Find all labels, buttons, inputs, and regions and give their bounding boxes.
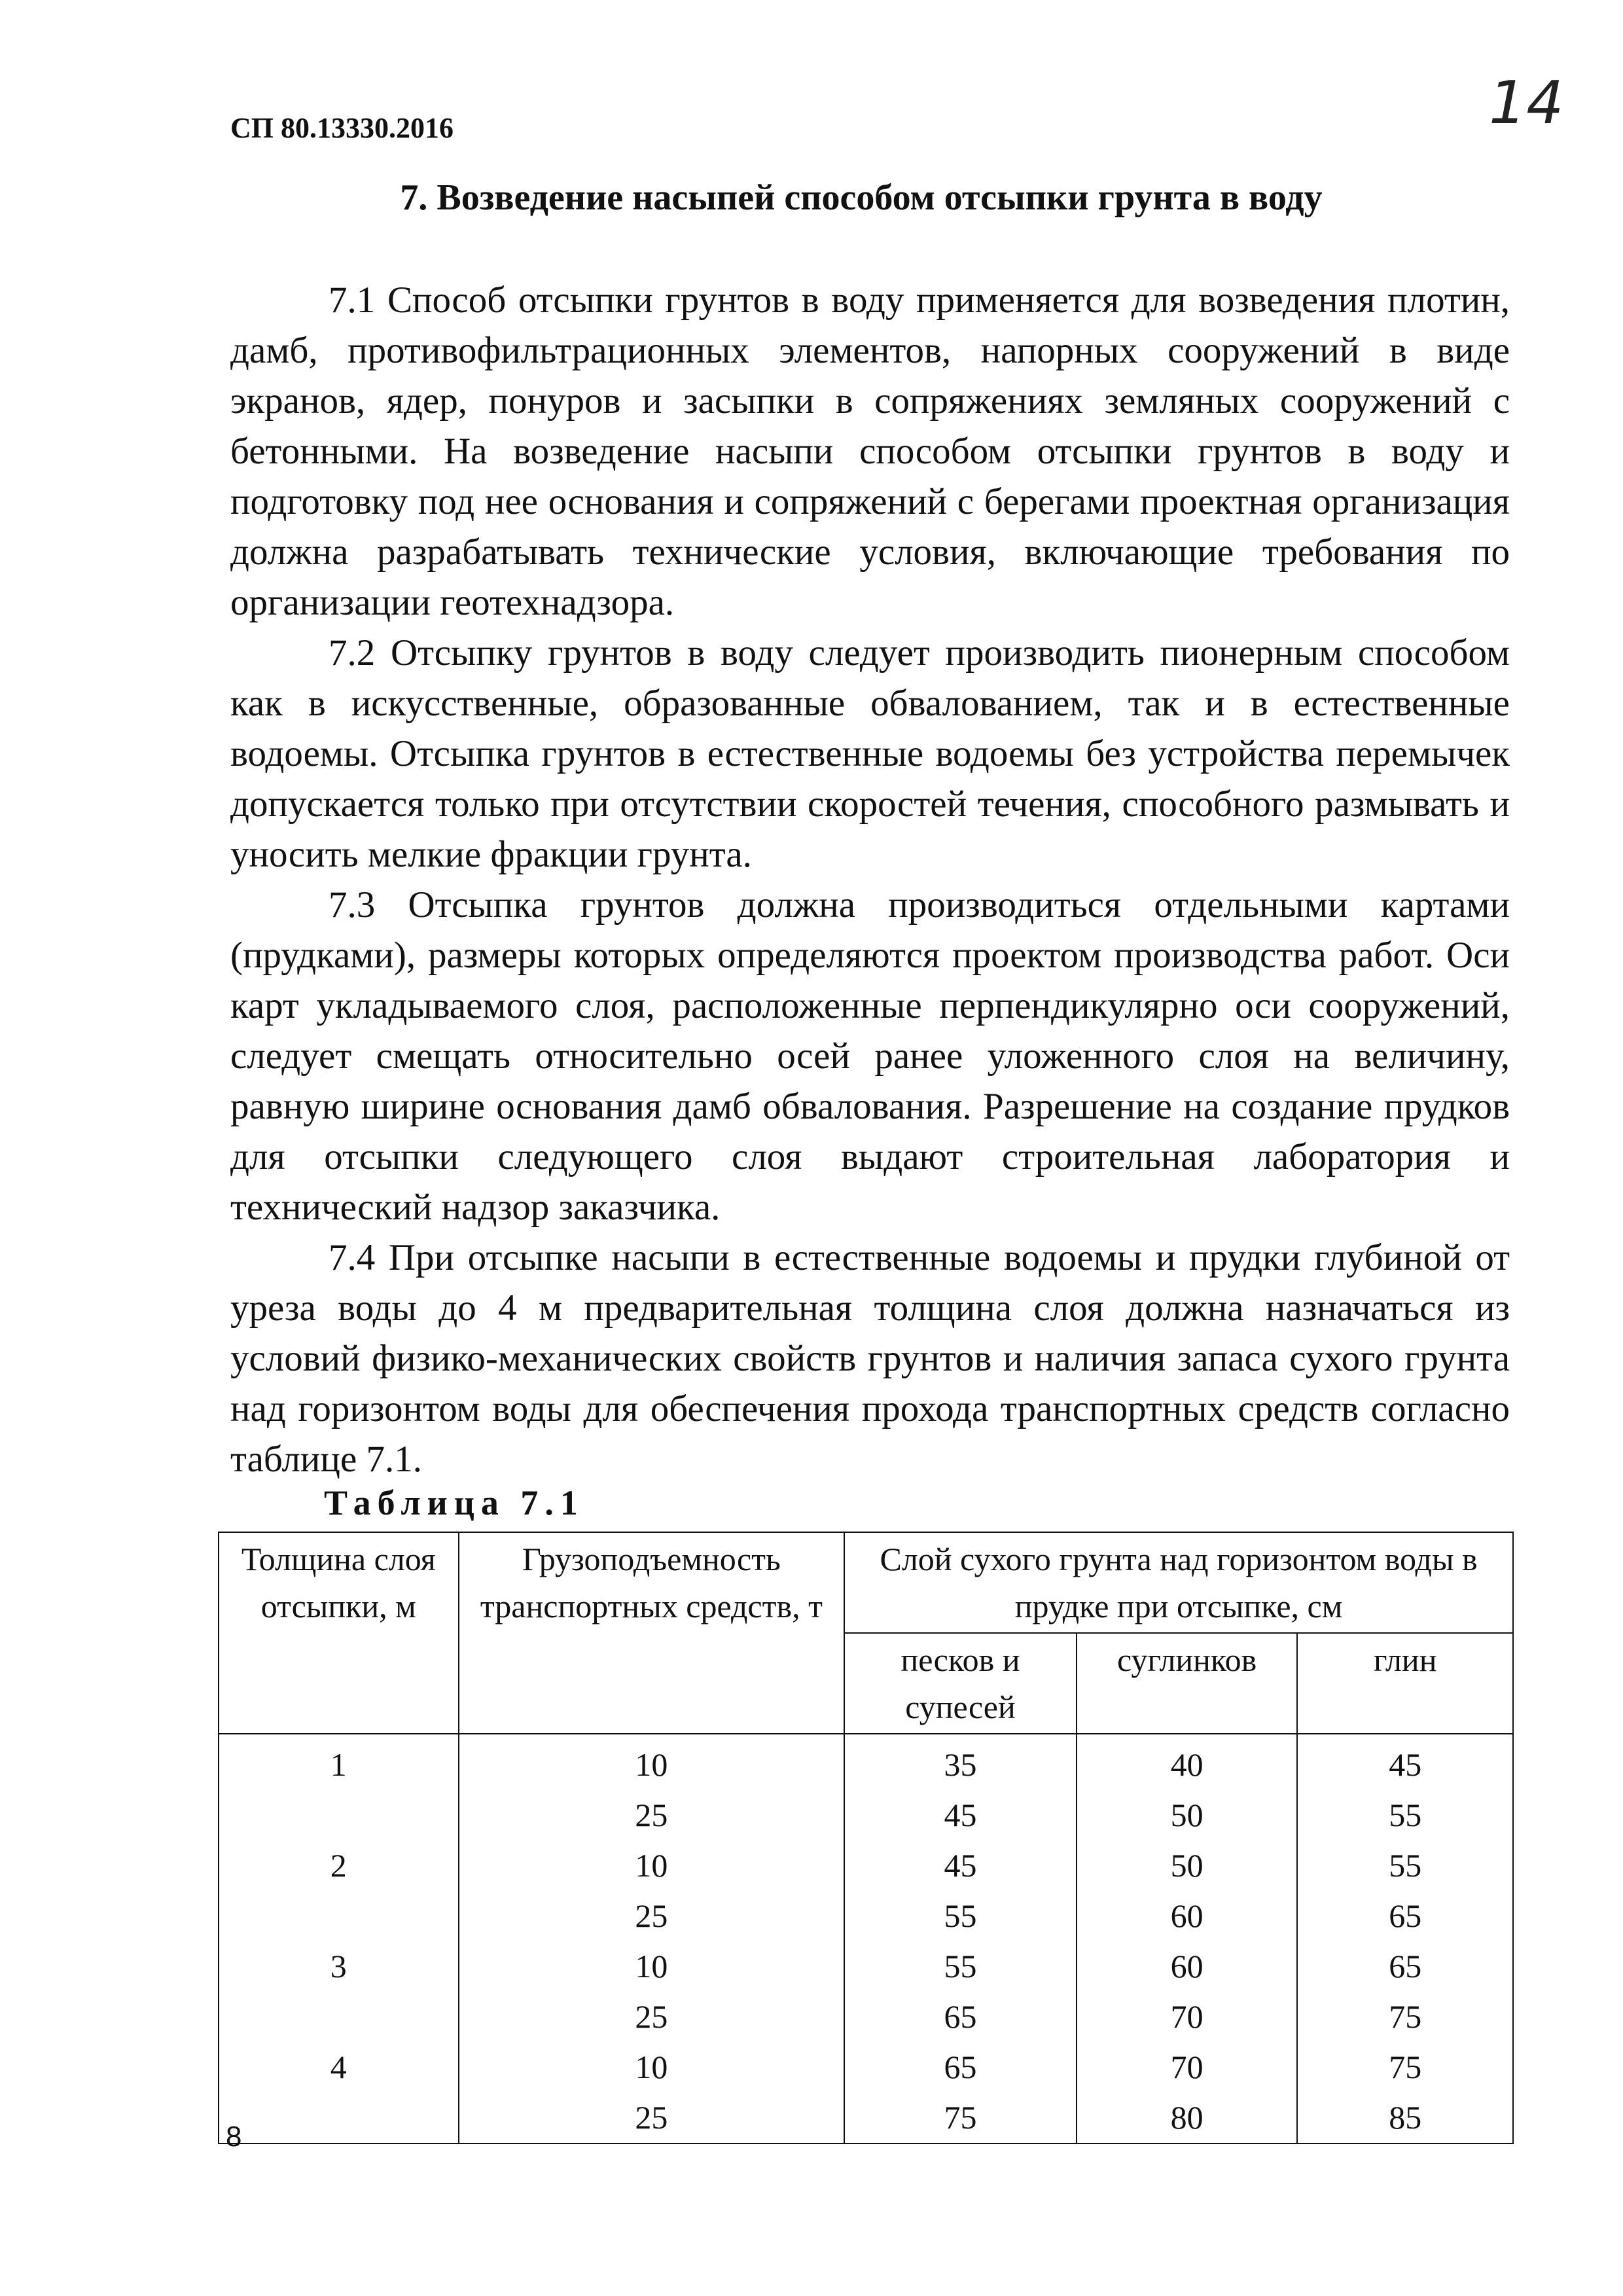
cell-sands: 65 [844, 2042, 1077, 2092]
cell-sands: 55 [844, 1891, 1077, 1941]
cell-capacity: 25 [459, 1992, 845, 2042]
cell-thickness [219, 2092, 459, 2144]
header-capacity: Грузоподъемность транспортных средств, т [459, 1532, 845, 1734]
table-7-1 [218, 1532, 1514, 2144]
paragraph-7-2: 7.2 Отсыпку грунтов в воду следует производить пионерным способом как в искусственные, образованные обвалованием, так и в естественные водоемы. Отсыпка грунтов в естественные водоемы без устройства перемычек допускается только при отсутствии скоростей течения, способного размывать и уносить мелкие фракции грунта. [230, 632, 1510, 875]
cell-loams: 70 [1077, 2042, 1298, 2092]
cell-loams: 70 [1077, 1992, 1298, 2042]
cell-sands: 35 [844, 1734, 1077, 1790]
cell-thickness [219, 1992, 459, 2042]
table-row [219, 1840, 1513, 1891]
table-row [219, 1891, 1513, 1941]
cell-loams: 60 [1077, 1891, 1298, 1941]
cell-capacity: 10 [459, 1840, 845, 1891]
cell-thickness: 3 [219, 1941, 459, 1992]
cell-sands: 45 [844, 1840, 1077, 1891]
cell-thickness: 1 [219, 1734, 459, 1790]
header-loams: суглинков [1077, 1633, 1298, 1734]
cell-thickness [219, 1790, 459, 1840]
cell-capacity: 10 [459, 1734, 845, 1790]
paragraph-7-1: 7.1 Способ отсыпки грунтов в воду применяется для возведения плотин, дамб, противофильтрационных элементов, напорных сооружений в виде экранов, ядер, понуров и засыпки в сопряжениях земляных сооружений с бетонными. На возведение насыпи способом отсыпки грунтов в воду и подготовку под нее основания и сопряжений с берегами проектная организация должна разрабатывать технические условия, включающие требования по организации геотехнадзора. [230, 279, 1510, 623]
cell-capacity: 25 [459, 1891, 845, 1941]
header-dry-layer: Слой сухого грунта над горизонтом воды в прудке при отсыпке, см [844, 1532, 1513, 1633]
cell-loams: 80 [1077, 2092, 1298, 2144]
cell-capacity: 10 [459, 1941, 845, 1992]
document-code: СП 80.13330.2016 [230, 112, 454, 144]
table-row [219, 1790, 1513, 1840]
cell-loams: 50 [1077, 1790, 1298, 1840]
cell-clays: 55 [1297, 1790, 1513, 1840]
cell-thickness: 4 [219, 2042, 459, 2092]
cell-clays: 75 [1297, 2042, 1513, 2092]
cell-sands: 75 [844, 2092, 1077, 2144]
cell-thickness: 2 [219, 1840, 459, 1891]
cell-clays: 65 [1297, 1941, 1513, 1992]
section-title: 7. Возведение насыпей способом отсыпки грунта в воду [400, 177, 1323, 218]
table-row [219, 1941, 1513, 1992]
cell-sands: 55 [844, 1941, 1077, 1992]
header-clays: глин [1297, 1633, 1513, 1734]
handwritten-page-number: 14 [1489, 69, 1564, 137]
cell-clays: 85 [1297, 2092, 1513, 2144]
cell-clays: 65 [1297, 1891, 1513, 1941]
cell-loams: 50 [1077, 1840, 1298, 1891]
table-caption: Таблица 7.1 [324, 1483, 584, 1522]
cell-thickness [219, 1891, 459, 1941]
cell-clays: 55 [1297, 1840, 1513, 1891]
cell-clays: 45 [1297, 1734, 1513, 1790]
cell-capacity: 10 [459, 2042, 845, 2092]
table-row [219, 2042, 1513, 2092]
table-row [219, 1992, 1513, 2042]
cell-clays: 75 [1297, 1992, 1513, 2042]
cell-loams: 60 [1077, 1941, 1298, 1992]
section-body [230, 275, 1510, 1484]
paragraph-7-4: 7.4 При отсыпке насыпи в естественные водоемы и прудки глубиной от уреза воды до 4 м предварительная толщина слоя должна назначаться из условий физико-механических свойств грунтов и наличия запаса сухого грунта над горизонтом воды для обеспечения прохода транспортных средств согласно таблице 7.1. [230, 1237, 1510, 1480]
cell-loams: 40 [1077, 1734, 1298, 1790]
table-row [219, 1734, 1513, 1790]
page-number: 8 [226, 2121, 242, 2153]
cell-capacity: 25 [459, 2092, 845, 2144]
header-sands: песков и супесей [844, 1633, 1077, 1734]
cell-sands: 65 [844, 1992, 1077, 2042]
paragraph-7-3: 7.3 Отсыпка грунтов должна производиться отдельными картами (прудками), размеры которых определяются проектом производства работ. Оси карт укладываемого слоя, расположенные перпендикулярно оси сооружений, следует смещать относительно осей ранее уложенного слоя на величину, равную ширине основания дамб обвалования. Разрешение на создание прудков для отсыпки следующего слоя выдают строительная лаборатория и технический надзор заказчика. [230, 884, 1510, 1228]
cell-capacity: 25 [459, 1790, 845, 1840]
table-row [219, 2092, 1513, 2144]
cell-sands: 45 [844, 1790, 1077, 1840]
header-thickness: Толщина слоя отсыпки, м [219, 1532, 459, 1734]
